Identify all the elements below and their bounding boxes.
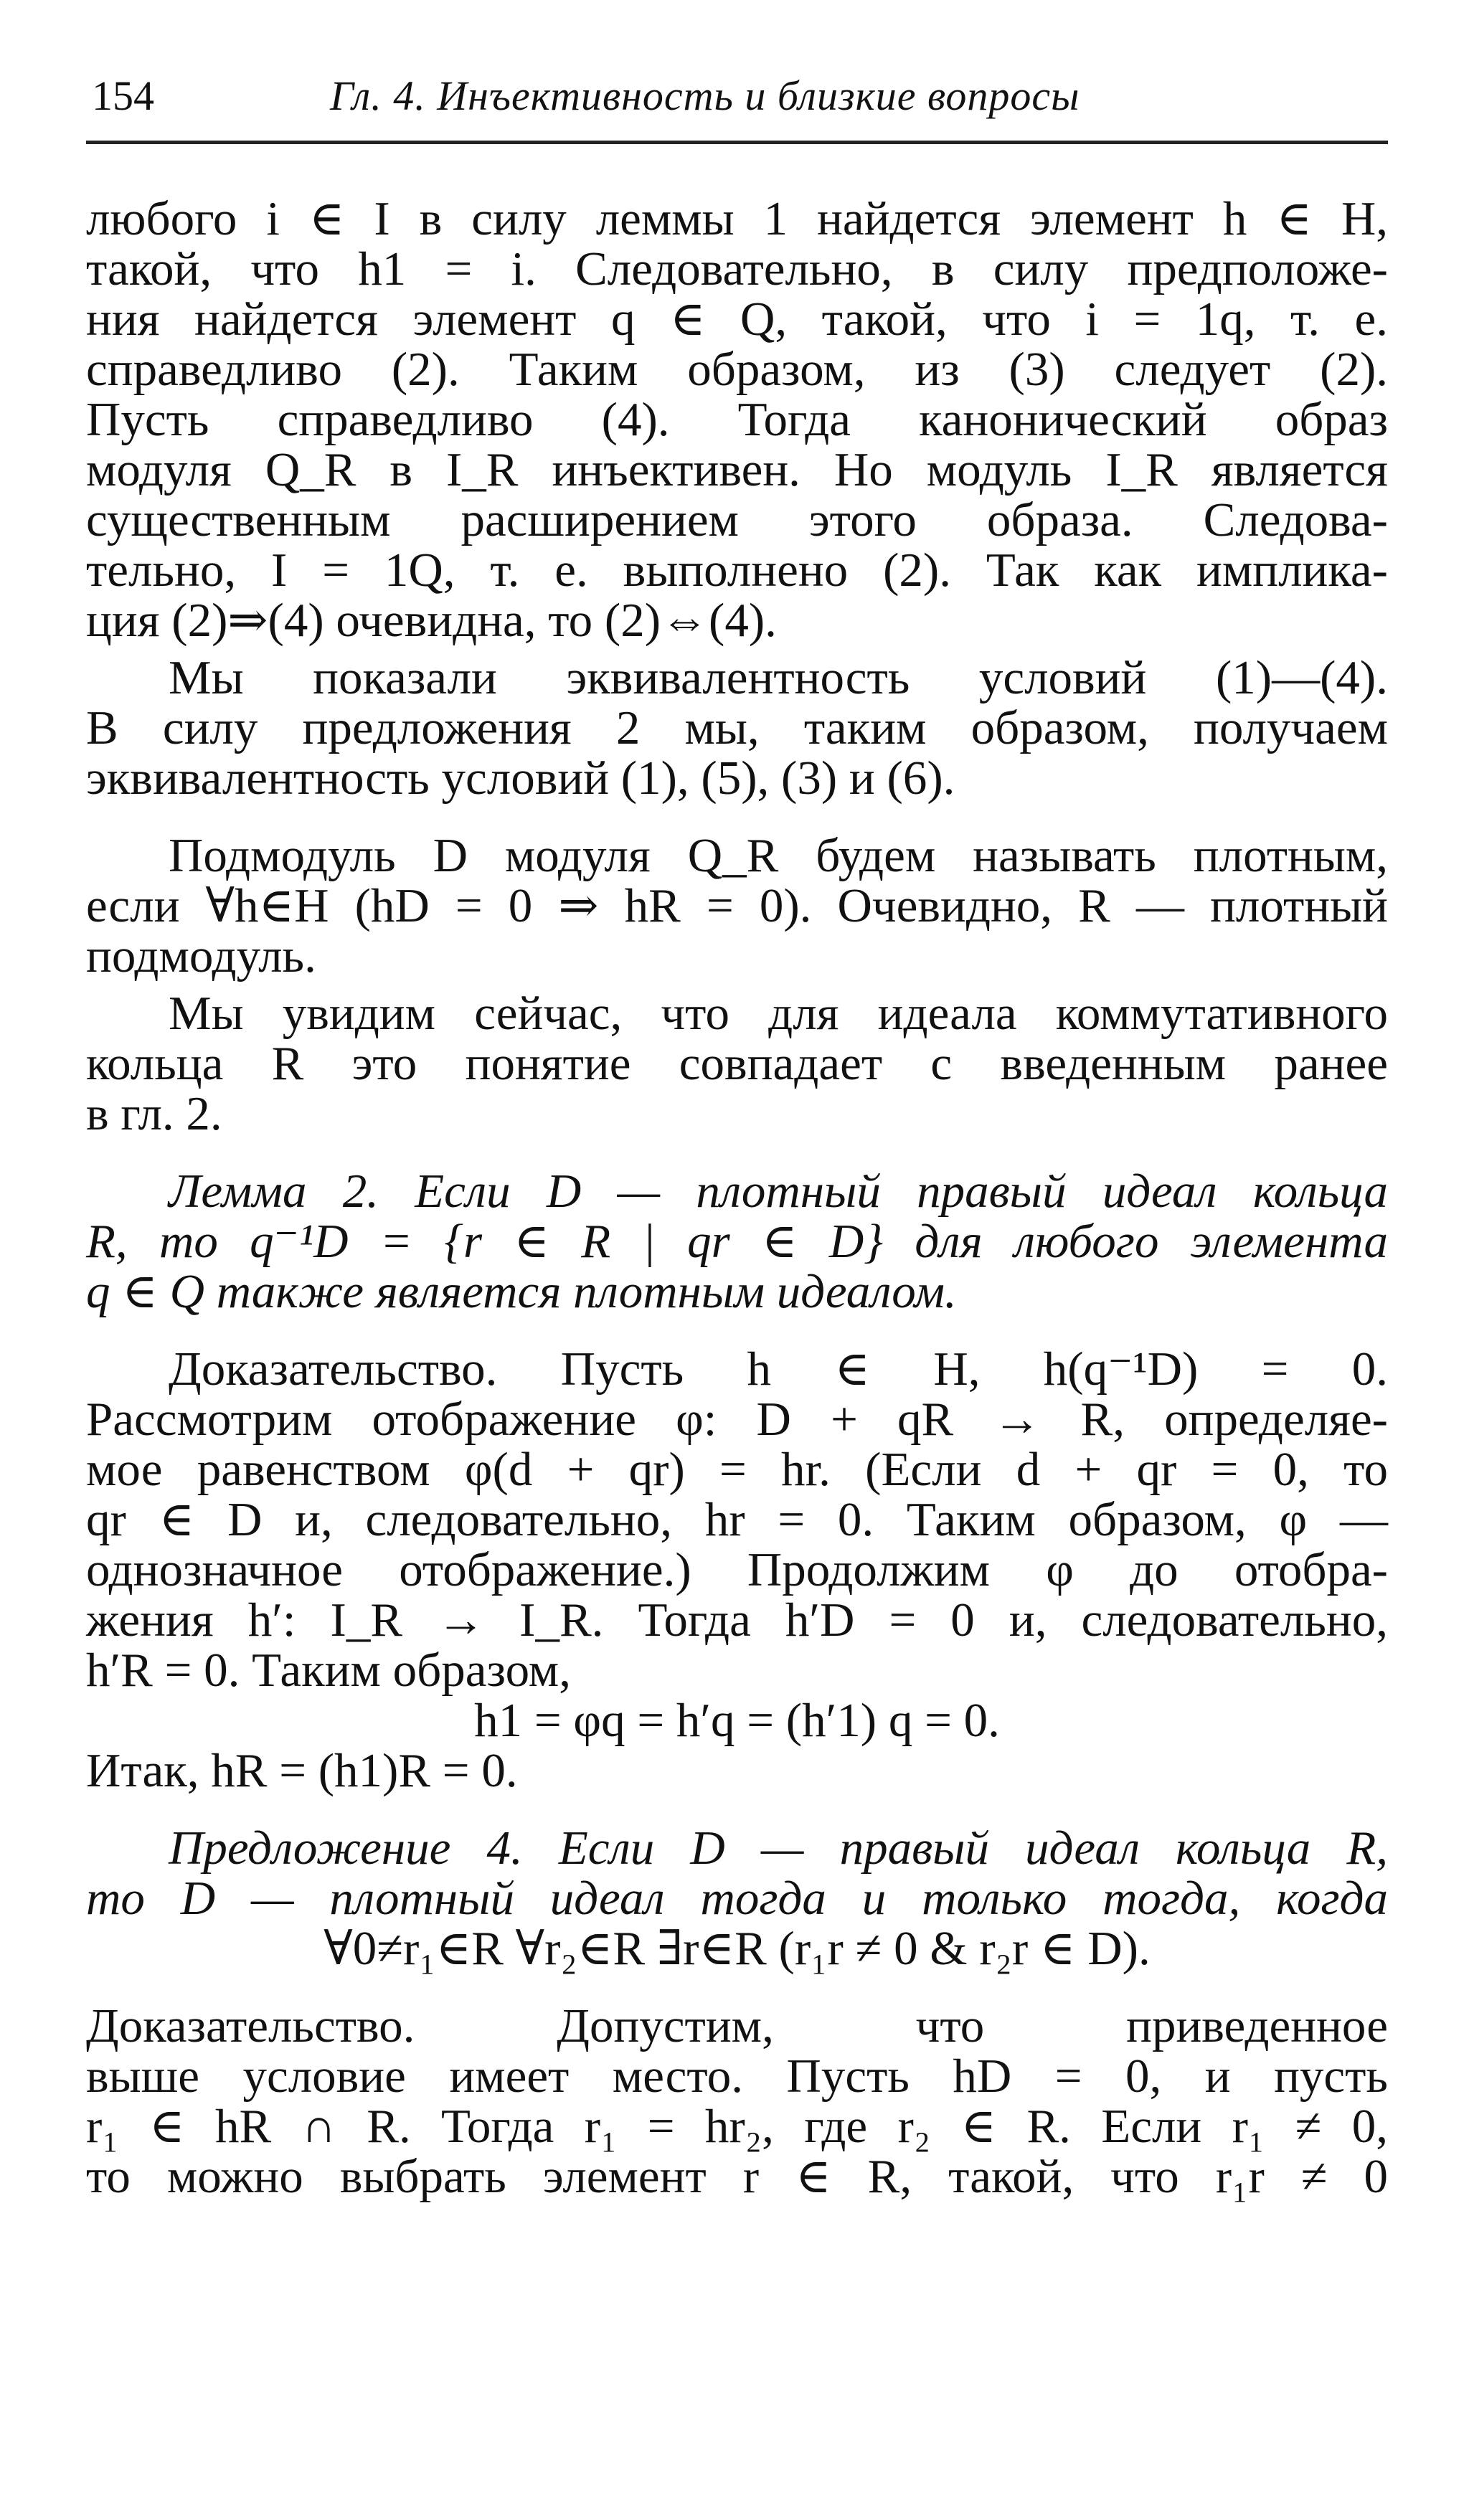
lemma-line: Лемма 2. Если D — плотный правый идеал кольца	[169, 1165, 1388, 1218]
display-formula: h1 = φq = h′q = (h′1) q = 0.	[474, 1694, 1000, 1747]
text-line: тельно, I = 1Q, т. е. выполнено (2). Так как имплика-	[86, 544, 1388, 597]
proof-line: однозначное отображение.) Продолжим φ до отобра-	[86, 1543, 1388, 1596]
text-line: Подмодуль D модуля Q_R будем называть плотным,	[169, 829, 1388, 882]
display-formula: ∀0≠r₁∈R ∀r₂∈R ∃r∈R (r₁r ≠ 0 & r₂r ∈ D).	[323, 1922, 1151, 1975]
text-line: кольца R это понятие совпадает с введенным ранее	[86, 1037, 1388, 1090]
text-line: В силу предложения 2 мы, таким образом, получаем	[86, 701, 1388, 754]
text-line: такой, что h1 = i. Следовательно, в силу предположе-	[86, 242, 1388, 295]
proof-line: r₁ ∈ hR ∩ R. Тогда r₁ = hr₂, где r₂ ∈ R. Если r₁ ≠ 0,	[86, 2100, 1388, 2153]
proof-line: Доказательство. Пусть h ∈ H, h(q⁻¹D) = 0.	[169, 1342, 1388, 1396]
proof-line: Доказательство. Допустим, что приведенное	[86, 1999, 1388, 2052]
running-head: Гл. 4. Инъективность и близкие вопросы	[330, 72, 1080, 119]
text-line: модуля Q_R в I_R инъективен. Но модуль I_R является	[86, 443, 1388, 496]
proof-line: Итак, hR = (h1)R = 0.	[86, 1744, 518, 1797]
body-text	[86, 194, 1388, 2202]
lemma-line: q ∈ Q также является плотным идеалом.	[86, 1265, 957, 1318]
text-line: если ∀h∈H (hD = 0 ⇒ hR = 0). Очевидно, R — плотный	[86, 879, 1388, 932]
proposition-line: то D — плотный идеал тогда и только тогда, когда	[86, 1872, 1388, 1925]
text-line: Мы увидим сейчас, что для идеала коммутативного	[169, 987, 1388, 1040]
proof-line: жения h′: I_R → I_R. Тогда h′D = 0 и, следовательно,	[86, 1593, 1388, 1647]
text-line: Пусть справедливо (4). Тогда канонический образ	[86, 393, 1388, 446]
text-line: справедливо (2). Таким образом, из (3) следует (2).	[86, 343, 1388, 396]
page-header	[86, 72, 1388, 144]
proof-line: то можно выбрать элемент r ∈ R, такой, что r₁r ≠ 0	[86, 2150, 1388, 2203]
page-number: 154	[92, 72, 154, 119]
text-line: подмодуль.	[86, 929, 316, 982]
proof-line: выше условие имеет место. Пусть hD = 0, и пусть	[86, 2050, 1388, 2103]
proof-line: h′R = 0. Таким образом,	[86, 1644, 571, 1697]
text-line: ция (2)⇒(4) очевидна, то (2)⇔(4).	[86, 594, 777, 647]
text-line: эквивалентность условий (1), (5), (3) и (6).	[86, 752, 955, 805]
text-line: ния найдется элемент q ∈ Q, такой, что i = 1q, т. е.	[86, 293, 1388, 346]
proof-line: мое равенством φ(d + qr) = hr. (Если d + qr = 0, то	[86, 1443, 1388, 1496]
text-line: Мы показали эквивалентность условий (1)—(4).	[169, 651, 1388, 704]
text-line: в гл. 2.	[86, 1087, 222, 1140]
proof-line: Рассмотрим отображение φ: D + qR → R, определяе-	[86, 1393, 1388, 1446]
proposition-line: Предложение 4. Если D — правый идеал кольца R,	[169, 1822, 1388, 1875]
proof-line: qr ∈ D и, следовательно, hr = 0. Таким образом, φ —	[86, 1493, 1388, 1546]
text-line: существенным расширением этого образа. Следова-	[86, 493, 1388, 546]
lemma-line: R, то q⁻¹D = {r ∈ R | qr ∈ D} для любого элемента	[86, 1215, 1388, 1268]
text-line: любого i ∈ I в силу леммы 1 найдется элемент h ∈ H,	[86, 192, 1388, 245]
